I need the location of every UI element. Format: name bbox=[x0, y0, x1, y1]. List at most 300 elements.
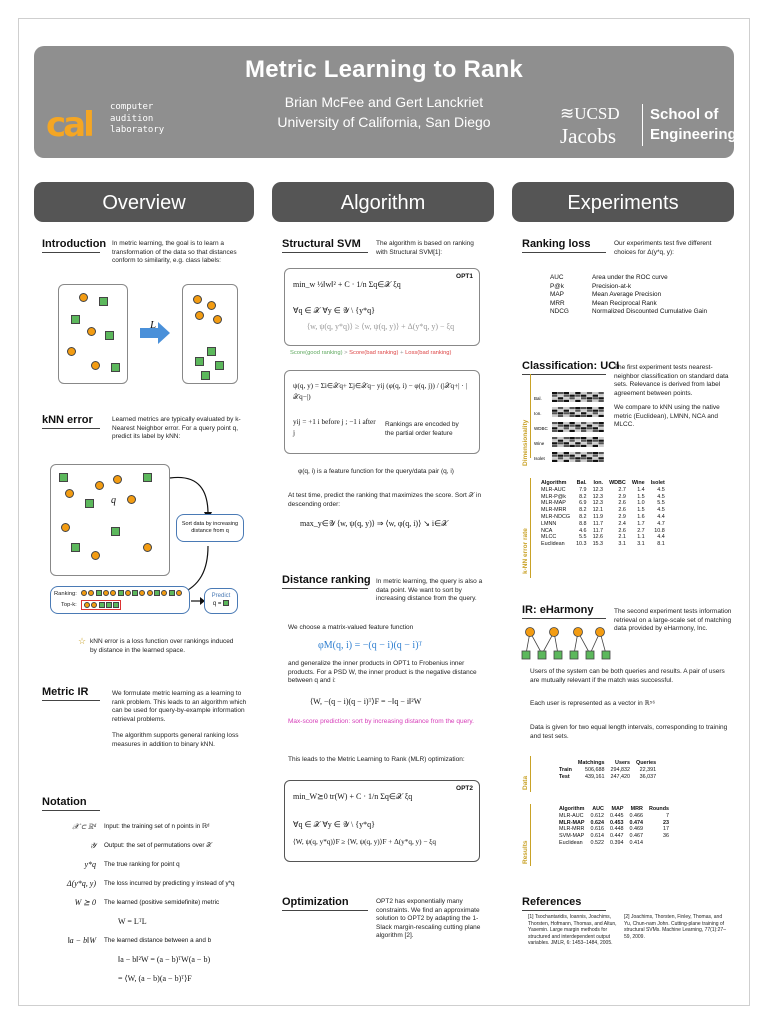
dimension-cell bbox=[569, 445, 574, 447]
uci-text1: The first experiment tests nearest-neighbor classification on standard data sets. Relevance is derived from label agreement between points. bbox=[614, 364, 729, 397]
ssvm-title: Structural SVM bbox=[282, 238, 361, 250]
dimension-cell bbox=[598, 445, 603, 447]
dimension-cell bbox=[552, 410, 557, 412]
dimension-cell bbox=[552, 437, 557, 439]
dimension-cell bbox=[598, 457, 603, 459]
dimension-cell bbox=[575, 397, 580, 399]
table-cell: 4.7 bbox=[657, 520, 665, 527]
dimension-cell bbox=[593, 445, 598, 447]
dimension-cell bbox=[569, 442, 574, 444]
table-cell: 2.9 bbox=[618, 493, 626, 500]
table-row bbox=[538, 494, 668, 501]
table-cell bbox=[646, 840, 672, 847]
opt1-label: OPT1 bbox=[456, 273, 473, 280]
dimension-cell bbox=[593, 427, 598, 429]
dimension-cell bbox=[575, 455, 580, 457]
notation-description: The true ranking for point q bbox=[104, 861, 180, 868]
logo-divider bbox=[642, 104, 643, 146]
dimension-cell bbox=[593, 455, 598, 457]
table-cell: LMNN bbox=[541, 520, 557, 527]
query-point: q bbox=[111, 495, 116, 506]
frob-equation: ⟨W, −(q − i)(q − i)ᵀ⟩F = −‖q − i‖²W bbox=[310, 697, 422, 706]
table-cell: 12.6 bbox=[592, 534, 604, 541]
opt1-box bbox=[284, 268, 480, 346]
table-cell: 10.8 bbox=[654, 527, 665, 534]
dimension-cell bbox=[598, 422, 603, 424]
dimension-cell bbox=[558, 407, 563, 409]
dimension-cell bbox=[564, 395, 569, 397]
dimension-cell bbox=[587, 415, 592, 417]
uci-text2: We compare to kNN using the native metric (Euclidean), LMNN, NCA and MLCC. bbox=[614, 404, 720, 428]
notation-description: ‖a − b‖²W = (a − b)ᵀW(a − b) bbox=[118, 955, 211, 964]
ranking-label: Ranking: bbox=[54, 591, 77, 597]
dimension-cell bbox=[593, 442, 598, 444]
point bbox=[113, 475, 122, 484]
dataset-label: Wine bbox=[534, 441, 545, 446]
table-cell: 11.7 bbox=[592, 520, 604, 527]
table-cell: 8.2 bbox=[579, 513, 587, 520]
point bbox=[71, 315, 80, 324]
dimension-cell bbox=[593, 425, 598, 427]
dimension-cell bbox=[575, 422, 580, 424]
dimension-cell bbox=[593, 410, 598, 412]
notation-symbol: y*q bbox=[84, 860, 96, 869]
point bbox=[213, 315, 222, 324]
table-cell: 11.9 bbox=[592, 513, 604, 520]
dimension-cell bbox=[552, 460, 557, 462]
table-cell: 0.445 bbox=[609, 812, 624, 819]
table-row bbox=[556, 774, 659, 781]
ref-title: References bbox=[522, 896, 582, 908]
table-cell: MLCC bbox=[541, 534, 557, 541]
dimension-cell bbox=[569, 392, 574, 394]
loss-name: Area under the ROC curve bbox=[592, 274, 668, 281]
table-header-cell: Users bbox=[615, 760, 631, 766]
dimension-cell bbox=[552, 457, 557, 459]
loss-bad-label: Loss(bad ranking) bbox=[405, 350, 452, 356]
dimension-cell bbox=[552, 415, 557, 417]
table-cell: 1.0 bbox=[637, 500, 645, 507]
opt1-forall: ∀q ∈ 𝒳 ∀y ∈ 𝒴 \ {y*q} bbox=[293, 306, 375, 315]
dimension-cell bbox=[552, 392, 557, 394]
notation-row bbox=[40, 820, 254, 839]
dimension-cell bbox=[587, 425, 592, 427]
dimension-cell bbox=[558, 422, 563, 424]
dimension-cell bbox=[575, 407, 580, 409]
sort-box: Sort data by increasing distance from q bbox=[176, 514, 244, 542]
dimension-cell bbox=[575, 437, 580, 439]
ir-text: The second experiment tests information retrieval on a large-scale set of matching data provided by eHarmony, Inc. bbox=[614, 608, 732, 632]
table-cell: 2.7 bbox=[618, 486, 626, 493]
divider bbox=[522, 618, 606, 619]
divider bbox=[522, 910, 606, 911]
data-text: Data is given for two equal length intervals, corresponding to training and test sets. bbox=[530, 724, 728, 740]
dimension-cell bbox=[564, 437, 569, 439]
dimension-cell bbox=[598, 460, 603, 462]
points-before bbox=[58, 284, 128, 384]
table-header-cell: Algorithm bbox=[559, 806, 585, 812]
intro-text: In metric learning, the goal is to learn a transformation of the data so that distances conform to similarity, e.g. class labels: bbox=[112, 240, 237, 264]
loss-row bbox=[550, 283, 734, 292]
dimension-cell bbox=[569, 452, 574, 454]
dimension-cell bbox=[552, 455, 557, 457]
dimension-cell bbox=[581, 452, 586, 454]
table-row bbox=[538, 534, 668, 541]
table-cell: 0.394 bbox=[609, 839, 624, 846]
table-header-cell: Queries bbox=[636, 760, 657, 766]
table-cell: 8.1 bbox=[657, 541, 665, 548]
table-cell: MLR-MAP bbox=[559, 819, 585, 826]
dimension-cell bbox=[593, 400, 598, 402]
table-row bbox=[538, 500, 668, 507]
dataset-label: Ion. bbox=[534, 411, 542, 416]
dimension-cell bbox=[598, 452, 603, 454]
dimension-cell bbox=[564, 440, 569, 442]
dataset-label: Bal. bbox=[534, 396, 542, 401]
header-banner bbox=[34, 46, 737, 158]
topk-points bbox=[84, 602, 124, 610]
table-cell: 247,420 bbox=[610, 773, 631, 780]
ranked-point bbox=[139, 590, 145, 596]
psi-definition: ψ(q, y) = Σi∈𝒳q+ Σj∈𝒳q− yij (φ(q, i) − φ(q, j)) / (|𝒳q+| · |𝒳q−|) bbox=[293, 382, 468, 401]
notation-description: Input: the training set of n points in ℝᵈ bbox=[104, 823, 210, 830]
table-cell: 506,688 bbox=[585, 766, 605, 773]
optim-title: Optimization bbox=[282, 896, 349, 908]
ranked-point bbox=[176, 590, 182, 596]
dimension-cell bbox=[587, 395, 592, 397]
dimension-cell bbox=[581, 392, 586, 394]
table-row bbox=[538, 528, 668, 535]
dimension-cell bbox=[598, 415, 603, 417]
point bbox=[105, 331, 114, 340]
cal-badge: cal bbox=[46, 105, 92, 145]
notation-row bbox=[40, 877, 254, 896]
cal-words bbox=[110, 102, 164, 137]
dimension-cell bbox=[569, 457, 574, 459]
dimension-cell bbox=[598, 397, 603, 399]
loss-row bbox=[550, 308, 734, 317]
psi-box bbox=[284, 370, 480, 454]
dimension-cell bbox=[587, 437, 592, 439]
dimension-cell bbox=[598, 427, 603, 429]
table-row bbox=[538, 514, 668, 521]
dimension-cell bbox=[558, 437, 563, 439]
point bbox=[111, 363, 120, 372]
school-line1: School of bbox=[650, 106, 719, 123]
point bbox=[71, 543, 80, 552]
table-row bbox=[538, 541, 668, 548]
divider bbox=[42, 252, 100, 253]
dimension-cell bbox=[552, 400, 557, 402]
table-cell: 4.5 bbox=[657, 493, 665, 500]
dimension-cell bbox=[575, 430, 580, 432]
table-row bbox=[556, 767, 659, 774]
dimension-cell bbox=[558, 392, 563, 394]
table-cell: MLR-AUC bbox=[541, 486, 566, 493]
reference-2: [2] Joachims, Thorsten, Finley, Thomas, and Yu, Chun-nam John. Cutting-plane training of structural SVMs. Machine Learning, 77(1):27–59, 2009. bbox=[624, 914, 726, 940]
eharmony-results-table bbox=[556, 806, 672, 847]
notation-symbol: ‖a − b‖W bbox=[67, 936, 96, 945]
loss-abbr: NDCG bbox=[550, 308, 569, 315]
dimension-cell bbox=[581, 400, 586, 402]
dimension-cell bbox=[569, 422, 574, 424]
dimension-cell bbox=[581, 427, 586, 429]
ranked-point bbox=[113, 602, 119, 608]
ranked-point bbox=[99, 602, 105, 608]
dimension-cell bbox=[587, 430, 592, 432]
dimensionality-chart bbox=[534, 390, 610, 466]
table-cell: 4.4 bbox=[657, 534, 665, 541]
table-header-cell: Wine bbox=[631, 480, 645, 486]
table-cell: 5.5 bbox=[657, 500, 665, 507]
dimension-cell bbox=[564, 422, 569, 424]
dimension-cell bbox=[587, 457, 592, 459]
experiments-header: Experiments bbox=[512, 182, 734, 222]
notation-row bbox=[40, 915, 254, 934]
dimension-cell bbox=[581, 395, 586, 397]
table-cell: 4.5 bbox=[657, 507, 665, 514]
table-cell: 3.1 bbox=[637, 541, 645, 548]
dimension-cell bbox=[569, 395, 574, 397]
divider bbox=[522, 374, 606, 375]
dimension-cell bbox=[575, 425, 580, 427]
dimension-cell bbox=[587, 400, 592, 402]
ranked-point bbox=[103, 590, 109, 596]
dimension-cell bbox=[581, 442, 586, 444]
table-row bbox=[538, 521, 668, 528]
table-cell: SVM-MAP bbox=[559, 833, 585, 840]
dimension-cell bbox=[569, 430, 574, 432]
point bbox=[99, 297, 108, 306]
table-cell: MLR-P@k bbox=[541, 493, 566, 500]
table-cell: 4.5 bbox=[657, 486, 665, 493]
dimension-cell bbox=[564, 452, 569, 454]
dimension-cell bbox=[581, 397, 586, 399]
notation-row bbox=[40, 953, 254, 972]
table-cell: 4.4 bbox=[657, 513, 665, 520]
table-cell: 15.3 bbox=[592, 541, 604, 548]
dimension-cell bbox=[581, 410, 586, 412]
loss-title: Ranking loss bbox=[522, 238, 591, 250]
dimension-cell bbox=[564, 460, 569, 462]
dimension-cell bbox=[569, 415, 574, 417]
table-header-cell: Isolet bbox=[650, 480, 665, 486]
table-cell: 4.6 bbox=[579, 527, 587, 534]
table-row bbox=[538, 487, 668, 494]
table-cell: 1.5 bbox=[637, 507, 645, 514]
dimension-cell bbox=[575, 415, 580, 417]
table-cell: 23 bbox=[663, 819, 670, 826]
table-row bbox=[556, 813, 672, 820]
loss-list bbox=[550, 274, 734, 317]
dimension-cell bbox=[558, 412, 563, 414]
dimension-cell bbox=[575, 457, 580, 459]
loss-row bbox=[550, 274, 734, 283]
dimension-cell bbox=[598, 392, 603, 394]
loss-abbr: MRR bbox=[550, 299, 565, 307]
dimension-cell bbox=[593, 460, 598, 462]
point bbox=[85, 499, 94, 508]
table-row bbox=[556, 826, 672, 833]
dimension-cell bbox=[552, 422, 557, 424]
ranked-point bbox=[81, 590, 87, 596]
dimension-cell bbox=[564, 455, 569, 457]
point bbox=[195, 311, 204, 320]
loss-abbr: AUC bbox=[550, 274, 564, 281]
dimension-cell bbox=[552, 425, 557, 427]
knn-points bbox=[50, 464, 170, 576]
loss-name: Mean Reciprocal Rank bbox=[592, 299, 657, 307]
notation-row bbox=[40, 972, 254, 991]
dimension-cell bbox=[569, 440, 574, 442]
maxscore-text: Max-score prediction: sort by increasing distance from the query. bbox=[288, 718, 474, 725]
dimension-cell bbox=[598, 425, 603, 427]
table-cell: 1.1 bbox=[637, 534, 645, 541]
ssvm-text: The algorithm is based on ranking with Structural SVM[1]: bbox=[376, 240, 474, 256]
dimension-cell bbox=[569, 410, 574, 412]
dataset-label: WDBC bbox=[534, 426, 548, 431]
dimension-cell bbox=[569, 460, 574, 462]
table-cell: 2.6 bbox=[618, 527, 626, 534]
knn-rate-axis-label: k-NN error rate bbox=[522, 528, 529, 574]
dimension-cell bbox=[587, 460, 592, 462]
table-cell: 0.616 bbox=[590, 826, 604, 833]
table-header-cell: Matchings bbox=[577, 760, 605, 766]
dimension-cell bbox=[598, 440, 603, 442]
dimension-cell bbox=[587, 445, 592, 447]
divider bbox=[42, 810, 100, 811]
knn-note: kNN error is a loss function over rankings induced by distance in the learned space. bbox=[90, 638, 234, 654]
cal-word: audition bbox=[110, 113, 154, 124]
table-cell: MLR-NDCG bbox=[541, 513, 571, 520]
notation-description: The learned (positive semidefinite) metric bbox=[104, 899, 220, 906]
table-cell: 0.522 bbox=[590, 839, 604, 846]
predict-label: Predict bbox=[211, 593, 231, 599]
opt1-constraint: ⟨w, ψ(q, y*q)⟩ ≥ ⟨w, ψ(q, y)⟩ + Δ(y*q, y) − ξq bbox=[307, 322, 455, 331]
dimension-cell bbox=[558, 457, 563, 459]
ir-title: IR: eHarmony bbox=[522, 604, 594, 616]
dimension-cell bbox=[558, 452, 563, 454]
dimension-cell bbox=[598, 437, 603, 439]
dimension-cell bbox=[587, 412, 592, 414]
divider bbox=[530, 804, 531, 866]
dimension-cell bbox=[587, 455, 592, 457]
point bbox=[207, 301, 216, 310]
table-cell: 2.7 bbox=[637, 527, 645, 534]
dimension-cell bbox=[587, 452, 592, 454]
dimension-cell bbox=[575, 452, 580, 454]
point bbox=[193, 295, 202, 304]
dimension-cell bbox=[552, 440, 557, 442]
dimension-cell bbox=[564, 442, 569, 444]
table-cell: 5.5 bbox=[579, 534, 587, 541]
table-cell: 0.474 bbox=[629, 819, 643, 826]
score-bad-label: Score(bad ranking) bbox=[349, 350, 399, 356]
dimension-cell bbox=[564, 415, 569, 417]
dimension-cell bbox=[593, 397, 598, 399]
table-header-cell: WDBC bbox=[609, 480, 626, 486]
dimension-cell bbox=[593, 440, 598, 442]
dimension-cell bbox=[564, 430, 569, 432]
ucsd-line: UCSD bbox=[574, 104, 620, 123]
dimension-cell bbox=[581, 412, 586, 414]
users-text: Users of the system can be both queries and results. A pair of users are mutually relevant if the match was successful. bbox=[530, 668, 725, 684]
dimension-cell bbox=[587, 440, 592, 442]
dimension-cell bbox=[569, 400, 574, 402]
notation-row bbox=[40, 934, 254, 953]
dimension-cell bbox=[552, 407, 557, 409]
dimension-cell bbox=[558, 425, 563, 427]
table-cell: NCA bbox=[541, 527, 553, 534]
ranked-point bbox=[125, 590, 131, 596]
dimension-cell bbox=[552, 412, 557, 414]
dimension-cell bbox=[569, 412, 574, 414]
ranked-point bbox=[161, 590, 167, 596]
notation-row bbox=[40, 858, 254, 877]
point bbox=[59, 473, 68, 482]
dimension-cell bbox=[598, 442, 603, 444]
table-row bbox=[556, 820, 672, 827]
table-cell: MLR-MRR bbox=[541, 507, 567, 514]
opt2-box bbox=[284, 780, 480, 862]
dimension-cell bbox=[598, 395, 603, 397]
predict-box bbox=[204, 588, 238, 614]
dimension-cell bbox=[598, 455, 603, 457]
notation-description: The learned distance between a and b bbox=[104, 937, 212, 944]
table-header-row bbox=[538, 480, 668, 487]
dimension-cell bbox=[598, 400, 603, 402]
score-legend: Score(good ranking) > Score(bad ranking) + Loss(bad ranking) bbox=[290, 350, 452, 356]
dimension-cell bbox=[581, 422, 586, 424]
ranked-point bbox=[106, 602, 112, 608]
loss-text: Our experiments test five different choices for Δ(y*q, y): bbox=[614, 240, 712, 256]
dimension-cell bbox=[593, 422, 598, 424]
dimension-cell bbox=[575, 442, 580, 444]
point bbox=[79, 293, 88, 302]
dimension-cell bbox=[575, 400, 580, 402]
predict-value-text: q = bbox=[212, 601, 224, 607]
table-cell: 3.1 bbox=[618, 541, 626, 548]
dimension-cell bbox=[564, 427, 569, 429]
table-cell: 2.6 bbox=[618, 500, 626, 507]
dimension-cell bbox=[593, 392, 598, 394]
table-cell: 294,832 bbox=[610, 766, 631, 773]
table-cell: 17 bbox=[663, 826, 670, 833]
test-equation: max_y∈𝒴 ⟨w, ψ(q, y)⟩ ⇒ ⟨w, φ(q, i)⟩ ↘ i∈𝒳 bbox=[300, 519, 448, 528]
ranked-point bbox=[169, 590, 175, 596]
loss-abbr: P@k bbox=[550, 282, 564, 290]
topk-label: Top-k: bbox=[61, 602, 77, 608]
dimension-cell bbox=[581, 455, 586, 457]
point bbox=[195, 357, 204, 366]
table-cell: 1.6 bbox=[637, 513, 645, 520]
table-cell: 0.448 bbox=[609, 826, 624, 833]
opt1-objective: min_w ½‖w‖² + C · 1/n Σq∈𝒳 ξq bbox=[293, 280, 401, 289]
ranked-point bbox=[84, 602, 90, 608]
topk-row bbox=[81, 600, 121, 610]
yij-note: Rankings are encoded by the partial order feature bbox=[385, 421, 459, 437]
poster-title: Metric Learning to Rank bbox=[245, 56, 523, 83]
divider bbox=[282, 588, 368, 589]
dimension-cell bbox=[558, 415, 563, 417]
dimension-cell bbox=[581, 460, 586, 462]
dimension-cell bbox=[569, 437, 574, 439]
table-header-cell: Rounds bbox=[648, 806, 670, 812]
ranked-point bbox=[147, 590, 153, 596]
dist-text: In metric learning, the query is also a data point. We want to sort by increasing distance from the query. bbox=[376, 578, 483, 602]
dimension-cell bbox=[569, 427, 574, 429]
dimension-cell bbox=[575, 392, 580, 394]
